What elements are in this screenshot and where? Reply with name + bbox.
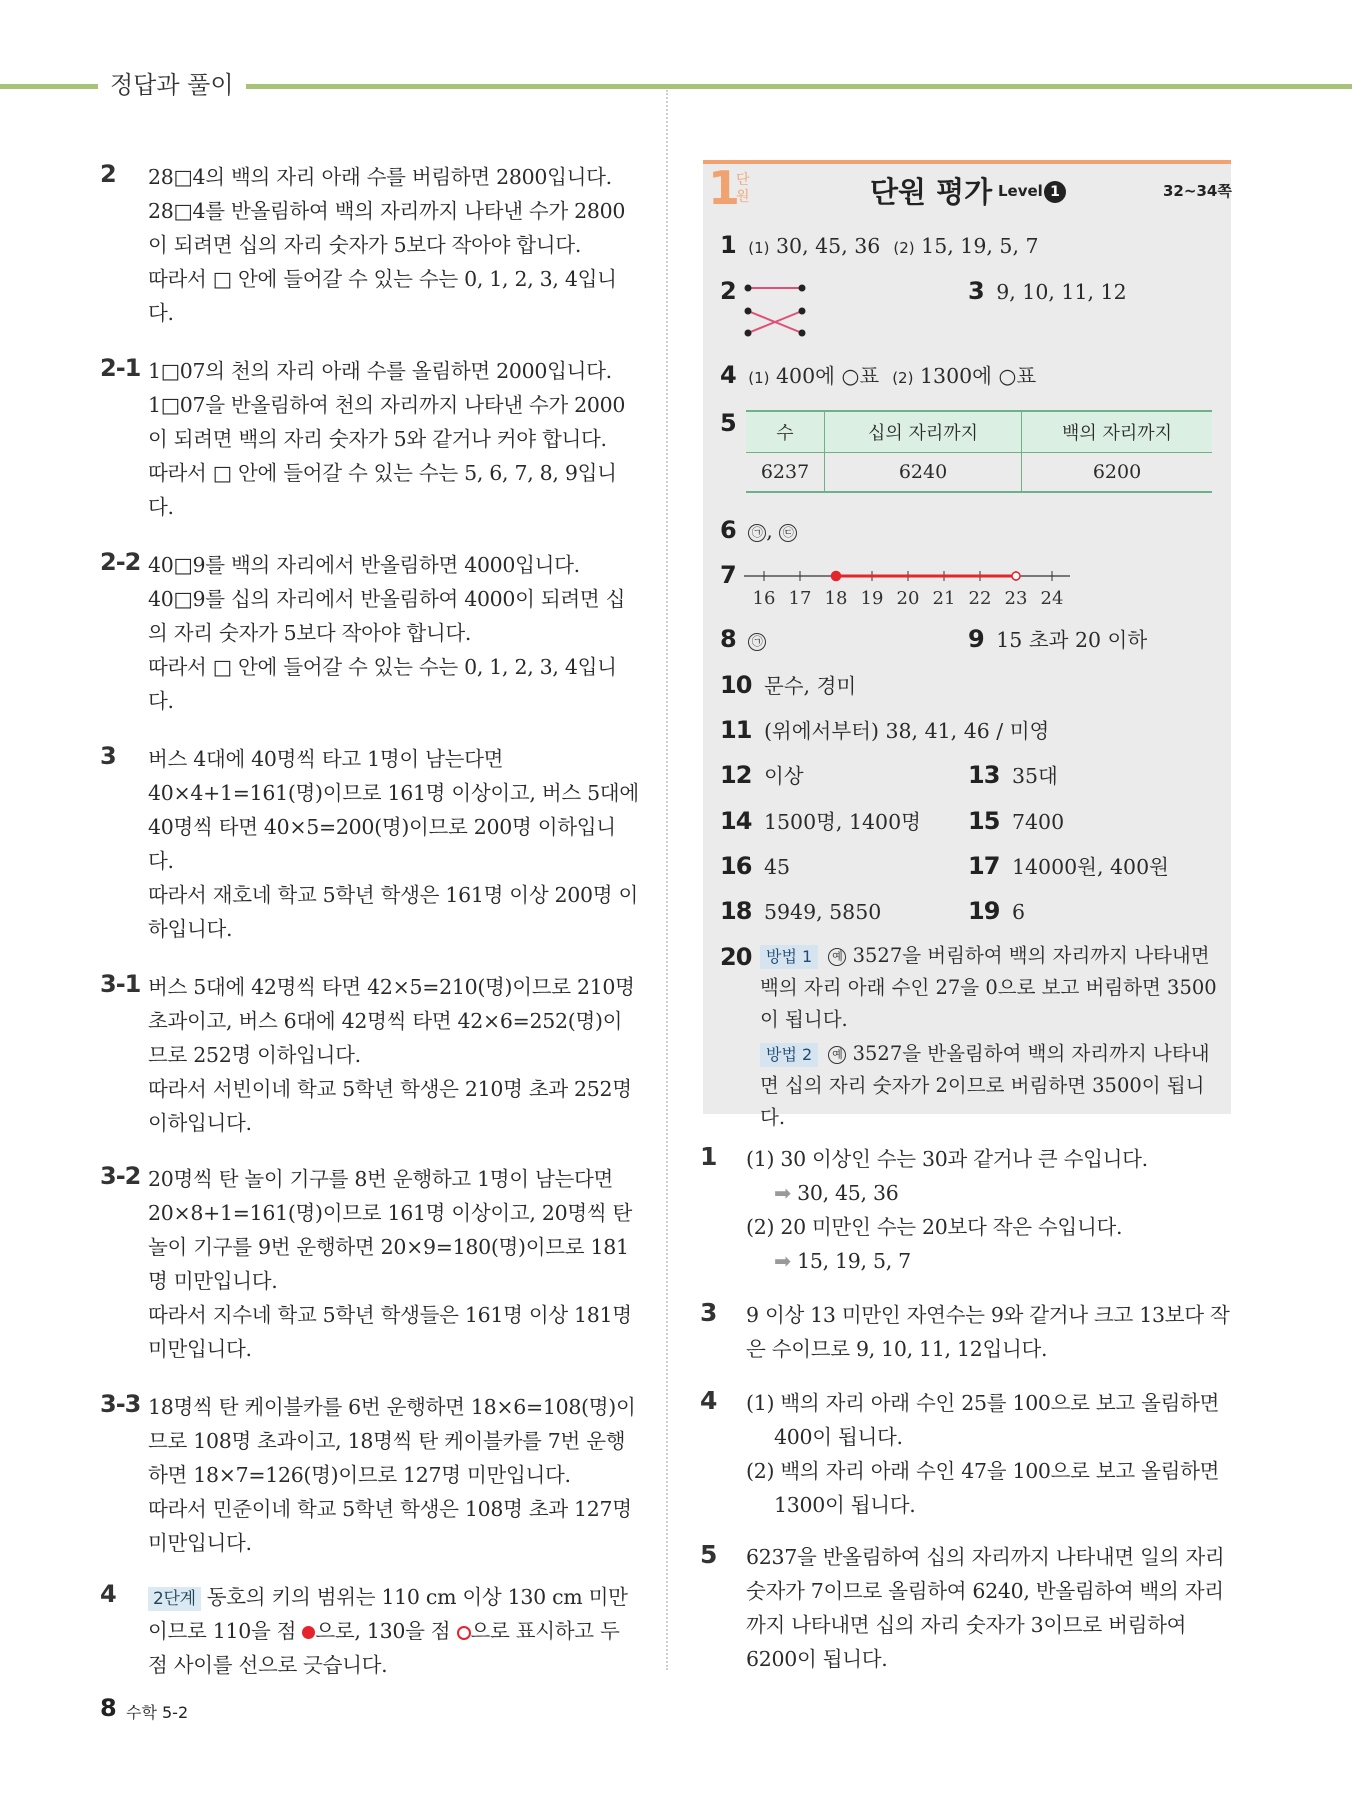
table-cell: 6237 [746,453,825,493]
answer-number: 9 [968,625,984,653]
solution-text: 으로, 130을 점 [315,1619,457,1643]
question-number: 2-1 [100,354,141,382]
choice-symbol: ㉢ [779,524,797,542]
answer-value: 이상 [763,764,804,788]
match-dot [799,285,806,292]
answer-7 [720,560,742,591]
page-range: 32~34쪽 [1163,182,1232,200]
answer-value: (위에서부터) 38, 41, 46 / 미영 [763,719,1050,743]
answer-9 [968,624,1147,655]
answer-value: 15, 19, 5, 7 [921,234,1039,258]
answer-number: 10 [720,671,752,699]
page-number: 8 [100,1694,117,1722]
answer-14 [720,806,921,837]
answer-value: 6 [1011,900,1025,924]
question-number: 3-3 [100,1390,141,1418]
explanation-text: (2) 20 미만인 수는 20보다 작은 수입니다. [746,1215,1123,1239]
question-number: 5 [700,1540,717,1569]
answer-number: 7 [720,561,736,589]
solution-text: 따라서 지수네 학교 5학년 학생들은 161명 이상 181명 미만입니다. [148,1303,632,1361]
answer-value: 30, 45, 36 [776,234,881,258]
question-number: 1 [700,1142,717,1171]
answer-number: 14 [720,807,752,835]
solution-text: 동호의 키의 범위는 110 cm 이상 130 cm 미만이므로 110을 점 [148,1585,628,1643]
answer-number: 1 [720,231,736,259]
match-dot [745,308,752,315]
method-badge: 방법 2 [760,1043,818,1067]
solution-text: 따라서 재호네 학교 5학년 학생은 161명 이상 200명 이하입니다. [148,883,638,941]
solution-text: 따라서 □ 안에 들어갈 수 있는 수는 0, 1, 2, 3, 4입니다. [148,267,617,325]
question-number: 3 [700,1298,717,1327]
question-number: 3 [100,742,116,770]
answer-19 [968,896,1025,927]
level-number: 1 [1044,181,1066,203]
rounding-table [746,410,1212,493]
explanation-text: (2) 백의 자리 아래 수인 47을 100으로 보고 올림하면 [746,1459,1220,1483]
explanation-text: (1) 30 이상인 수는 30과 같거나 큰 수입니다. [746,1147,1148,1171]
solution-2-2 [100,548,640,718]
choice-symbol: ㉠ [748,633,766,651]
answer-value: 9, 10, 11, 12 [996,280,1127,304]
answer-6 [720,515,797,546]
filled-dot-icon [302,1626,315,1639]
range-start-point [832,572,841,581]
solution-3-2 [100,1162,640,1366]
answer-number: 2 [720,277,736,305]
table-header: 백의 자리까지 [1022,411,1213,453]
solution-text: 버스 5대에 42명씩 타면 42×5=210(명)이므로 210명 초과이고, 버스 6대에 42명씩 타면 42×6=252(명)이므로 252명 이하입니다. [148,975,635,1067]
answer-3 [968,276,1127,307]
answer-value: 45 [763,855,791,879]
answer-value: 1500명, 1400명 [763,810,921,834]
question-number: 2 [100,160,116,188]
solution-text: 1□07을 반올림하여 천의 자리까지 나타낸 수가 2000이 되려면 백의 자리 숫자가 5와 같거나 커야 합니다. [148,393,626,451]
answer-value: 7400 [1011,810,1065,834]
tick-label: 17 [788,588,812,608]
question-number: 4 [100,1580,116,1608]
answer-2 [720,276,742,307]
solution-text: 28□4를 반올림하여 백의 자리까지 나타낸 수가 2800이 되려면 십의 자리 숫자가 5보다 작아야 합니다. [148,199,626,257]
table-header: 십의 자리까지 [825,411,1022,453]
explanation-text: 9 이상 13 미만인 자연수는 9와 같거나 크고 13보다 작은 수이므로 9, 10, 11, 12입니다. [746,1303,1230,1361]
arrow-icon: ➡ [774,1181,791,1205]
table-cell: 6200 [1022,453,1213,493]
answer-number: 5 [720,409,736,437]
range-end-point [1012,572,1020,580]
answer-number: 4 [720,361,736,389]
answer-12 [720,760,804,791]
arrow-icon: ➡ [774,1249,791,1273]
answer-4 [720,360,1036,393]
match-dot [799,330,806,337]
solution-text: 40□9를 십의 자리에서 반올림하여 4000이 되려면 십의 자리 숫자가 5보다 작아야 합니다. [148,587,626,645]
answer-number: 6 [720,516,736,544]
unit-label: 단원 [736,172,750,205]
answer-value: 35대 [1011,764,1058,788]
answer-1 [720,230,1039,263]
part-label: (2) [893,239,915,257]
answer-number: 12 [720,761,752,789]
tick-label: 19 [860,588,884,608]
solution-text: 따라서 □ 안에 들어갈 수 있는 수는 5, 6, 7, 8, 9입니다. [148,461,617,519]
solution-text: 따라서 민준이네 학교 5학년 학생은 108명 초과 127명 미만입니다. [148,1497,632,1555]
answer-20 [720,942,757,973]
step-badge: 2단계 [148,1587,201,1611]
table-cell: 6240 [825,453,1022,493]
answer-value: 14000원, 400원 [1011,855,1169,879]
answer-number: 18 [720,897,752,925]
answer-value: 1300에 ○표 [919,364,1037,388]
match-dot [799,308,806,315]
solution-text: 으로 표시하고 두 점 사이를 선으로 긋습니다. [148,1619,620,1677]
solution-2 [100,160,640,330]
answer-18 [720,896,881,927]
solution-text: 18명씩 탄 케이블카를 6번 운행하면 18×6=108(명)이므로 108명 초과이고, 18명씩 탄 케이블카를 7번 운행하면 18×7=126(명)이므로 127명 미만입니다. [148,1395,636,1487]
separator: , [766,519,780,543]
answer-value: 문수, 경미 [763,674,857,698]
unit-number: 1 [708,161,741,215]
explanation-text: 1300이 됩니다. [774,1493,916,1517]
solution-text: 따라서 □ 안에 들어갈 수 있는 수는 0, 1, 2, 3, 4입니다. [148,655,617,713]
tick-label: 20 [896,588,920,608]
solution-text: 따라서 서빈이네 학교 5학년 학생은 210명 초과 252명 이하입니다. [148,1077,632,1135]
answer-10 [720,670,856,701]
answer-5 [720,408,742,439]
method-text: 3527을 버림하여 백의 자리까지 나타내면 백의 자리 아래 수인 27을 0으로 보고 버림하면 3500이 됩니다. [760,944,1217,1031]
matching-diagram [742,280,812,342]
solution-3-3 [100,1390,640,1560]
solution-2-1 [100,354,640,524]
example-symbol: 예 [828,948,846,966]
answer-8 [720,624,766,655]
solution-4 [100,1580,640,1682]
answer-value: 5949, 5850 [763,900,882,924]
answer-20-methods [760,940,1220,1134]
answer-number: 8 [720,625,736,653]
solution-text: 1□07의 천의 자리 아래 수를 올림하면 2000입니다. [148,359,612,383]
answer-number: 15 [968,807,1000,835]
answer-13 [968,760,1058,791]
solution-text: 28□4의 백의 자리 아래 수를 버림하면 2800입니다. [148,165,612,189]
method-text: 3527을 반올림하여 백의 자리까지 나타내면 십의 자리 숫자가 2이므로 버림하면 3500이 됩니다. [760,1042,1210,1129]
choice-symbol: ㉠ [748,524,766,542]
tick-label: 21 [932,588,956,608]
part-label: (1) [748,239,770,257]
explanation-1 [700,1142,1235,1278]
solution-text: 20명씩 탄 놀이 기구를 8번 운행하고 1명이 남는다면 20×8+1=161(명)이므로 161명 이상이고, 20명씩 탄 놀이 기구를 9번 운행하면 20×9=180(명)이므로 181명 미만입니다. [148,1167,633,1293]
answer-number: 13 [968,761,1000,789]
level-label: Level [998,182,1043,200]
match-dot [745,330,752,337]
open-dot-icon [457,1626,471,1640]
answer-11 [720,715,1049,746]
part-label: (2) [892,369,914,387]
number-line [742,558,1072,608]
explanation-text: (1) 백의 자리 아래 수인 25를 100으로 보고 올림하면 [746,1391,1220,1415]
book-subject: 수학 5-2 [126,1703,189,1722]
answer-number: 17 [968,852,1000,880]
explanation-4 [700,1386,1235,1522]
answer-number: 20 [720,943,752,971]
question-number: 2-2 [100,548,141,576]
explanation-text: 6237을 반올림하여 십의 자리까지 나타내면 일의 자리 숫자가 7이므로 올림하여 6240, 반올림하여 백의 자리까지 나타내면 십의 자리 숫자가 3이므로 버림하여 6200이 됩니다. [746,1545,1225,1671]
tick-label: 16 [752,588,776,608]
answer-15 [968,806,1064,837]
solution-3-1 [100,970,640,1140]
part-label: (1) [748,369,770,387]
question-number: 3-1 [100,970,141,998]
tick-label: 22 [968,588,992,608]
answer-number: 11 [720,716,752,744]
question-number: 3-2 [100,1162,141,1190]
tick-label: 24 [1040,588,1064,608]
page-header-title: 정답과 풀이 [98,68,246,102]
answer-number: 19 [968,897,1000,925]
method-badge: 방법 1 [760,945,818,969]
column-divider [666,90,668,1670]
example-symbol: 예 [828,1046,846,1064]
explanation-text: 15, 19, 5, 7 [797,1249,911,1273]
question-number: 4 [700,1386,717,1415]
answer-number: 16 [720,852,752,880]
box-top-rule [703,160,1231,164]
box-title: 단원 평가 [870,175,993,209]
answer-value: 400에 ○표 [776,364,880,388]
match-dot [745,285,752,292]
solution-text: 버스 4대에 40명씩 타고 1명이 남는다면 40×4+1=161(명)이므로 161명 이상이고, 버스 5대에 40명씩 타면 40×5=200(명)이므로 200명 이하입니다. [148,747,639,873]
explanation-3 [700,1298,1235,1366]
explanation-5 [700,1540,1235,1676]
answer-value: 15 초과 20 이하 [996,628,1148,652]
explanation-text: 400이 됩니다. [774,1425,903,1449]
tick-label: 18 [824,588,848,608]
tick-label: 23 [1004,588,1028,608]
answer-17 [968,851,1169,882]
table-header: 수 [746,411,825,453]
answer-number: 3 [968,277,984,305]
solution-text: 40□9를 백의 자리에서 반올림하면 4000입니다. [148,553,580,577]
answer-16 [720,851,790,882]
solution-3 [100,742,640,946]
explanation-text: 30, 45, 36 [797,1181,899,1205]
